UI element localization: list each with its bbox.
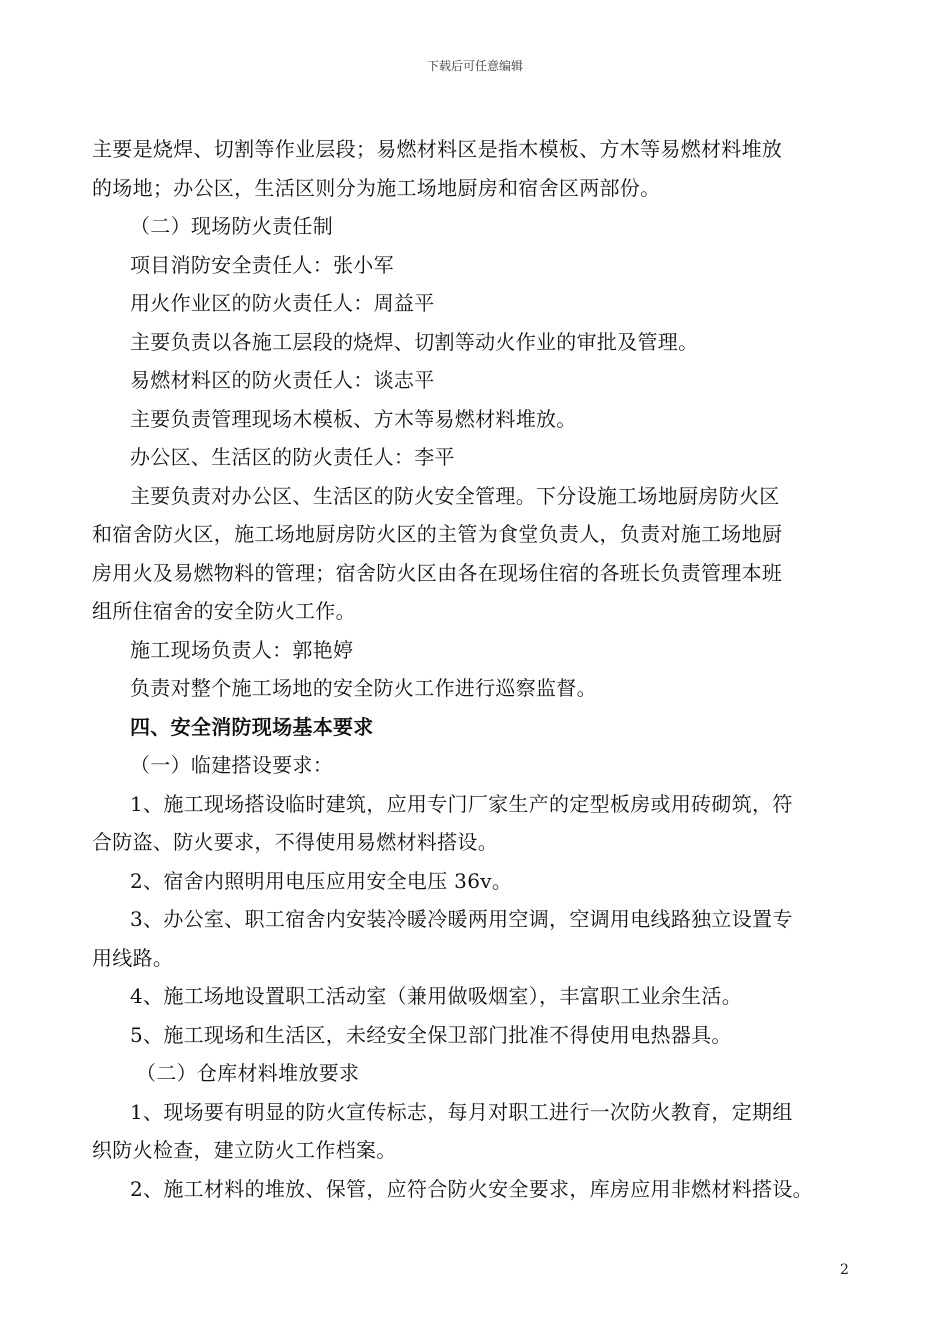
- list-item: [92, 1093, 872, 1170]
- paragraph: 主要负责以各施工层段的烧焊、切割等动火作业的审批及管理。: [130, 329, 699, 354]
- subheading-warehouse-storage: （二）仓库材料堆放要求: [136, 1061, 360, 1085]
- paragraph: 用火作业区的防火责任人：周益平: [130, 291, 435, 315]
- page-number: 2: [840, 1262, 849, 1278]
- list-item: 5、施工现场和生活区，未经安全保卫部门批准不得使用电热器具。: [130, 1022, 732, 1047]
- text-line: 3、办公室、职工宿舍内安装冷暖冷暖两用空调，空调用电线路独立设置专: [130, 907, 793, 931]
- text-line: 和宿舍防火区，施工场地厨房防火区的主管为食堂负责人，负责对施工场地厨: [92, 522, 783, 546]
- text-line: 主要是烧焊、切割等作业层段；易燃材料区是指木模板、方木等易燃材料堆放: [92, 137, 783, 161]
- text-line: 1、施工现场搭设临时建筑，应用专门厂家生产的定型板房或用砖砌筑，符: [130, 791, 793, 816]
- text-line: 组所住宿舍的安全防火工作。: [92, 599, 356, 623]
- list-item: [92, 785, 872, 862]
- text-line: 用线路。: [92, 945, 174, 970]
- text-line: 织防火检查，建立防火工作档案。: [92, 1138, 397, 1162]
- page-header: 下载后可任意编辑: [426, 59, 523, 73]
- subheading-fire-responsibility: （二）现场防火责任制: [130, 214, 333, 238]
- paragraph: 办公区、生活区的防火责任人：李平: [130, 445, 455, 469]
- text-line: 主要负责对办公区、生活区的防火安全管理。下分设施工场地厨房防火区: [130, 483, 780, 508]
- paragraph: 施工现场负责人：郭艳婷: [130, 637, 354, 662]
- list-item: 4、施工场地设置职工活动室（兼用做吸烟室），丰富职工业余生活。: [130, 984, 743, 1008]
- paragraph: 主要负责管理现场木模板、方木等易燃材料堆放。: [130, 406, 577, 431]
- paragraph: 负责对整个施工场地的安全防火工作进行巡察监督。: [130, 676, 597, 700]
- subheading-temporary-buildings: （一）临建搭设要求：: [130, 753, 333, 777]
- paragraph: 项目消防安全责任人：张小军: [130, 252, 394, 277]
- document-body: [92, 130, 872, 1208]
- list-item: 2、宿舍内照明用电压应用安全电压 36v。: [130, 868, 513, 893]
- text-line: 1、现场要有明显的防火宣传标志，每月对职工进行一次防火教育，定期组: [130, 1099, 793, 1124]
- text-line: 的场地；办公区，生活区则分为施工场地厨房和宿舍区两部份。: [92, 175, 661, 200]
- paragraph-continuation: [92, 130, 872, 207]
- list-item: [92, 900, 872, 977]
- list-item: 2、施工材料的堆放、保管，应符合防火安全要求，库房应用非燃材料搭设。: [130, 1176, 813, 1201]
- text-line: 房用火及易燃物料的管理；宿舍防火区由各在现场住宿的各班长负责管理本班: [92, 560, 783, 585]
- paragraph: 易燃材料区的防火责任人：谈志平: [130, 368, 435, 392]
- paragraph-multiline: [92, 477, 872, 631]
- section-heading: 四、安全消防现场基本要求: [130, 714, 374, 739]
- text-line: 合防盗、防火要求，不得使用易燃材料搭设。: [92, 830, 498, 854]
